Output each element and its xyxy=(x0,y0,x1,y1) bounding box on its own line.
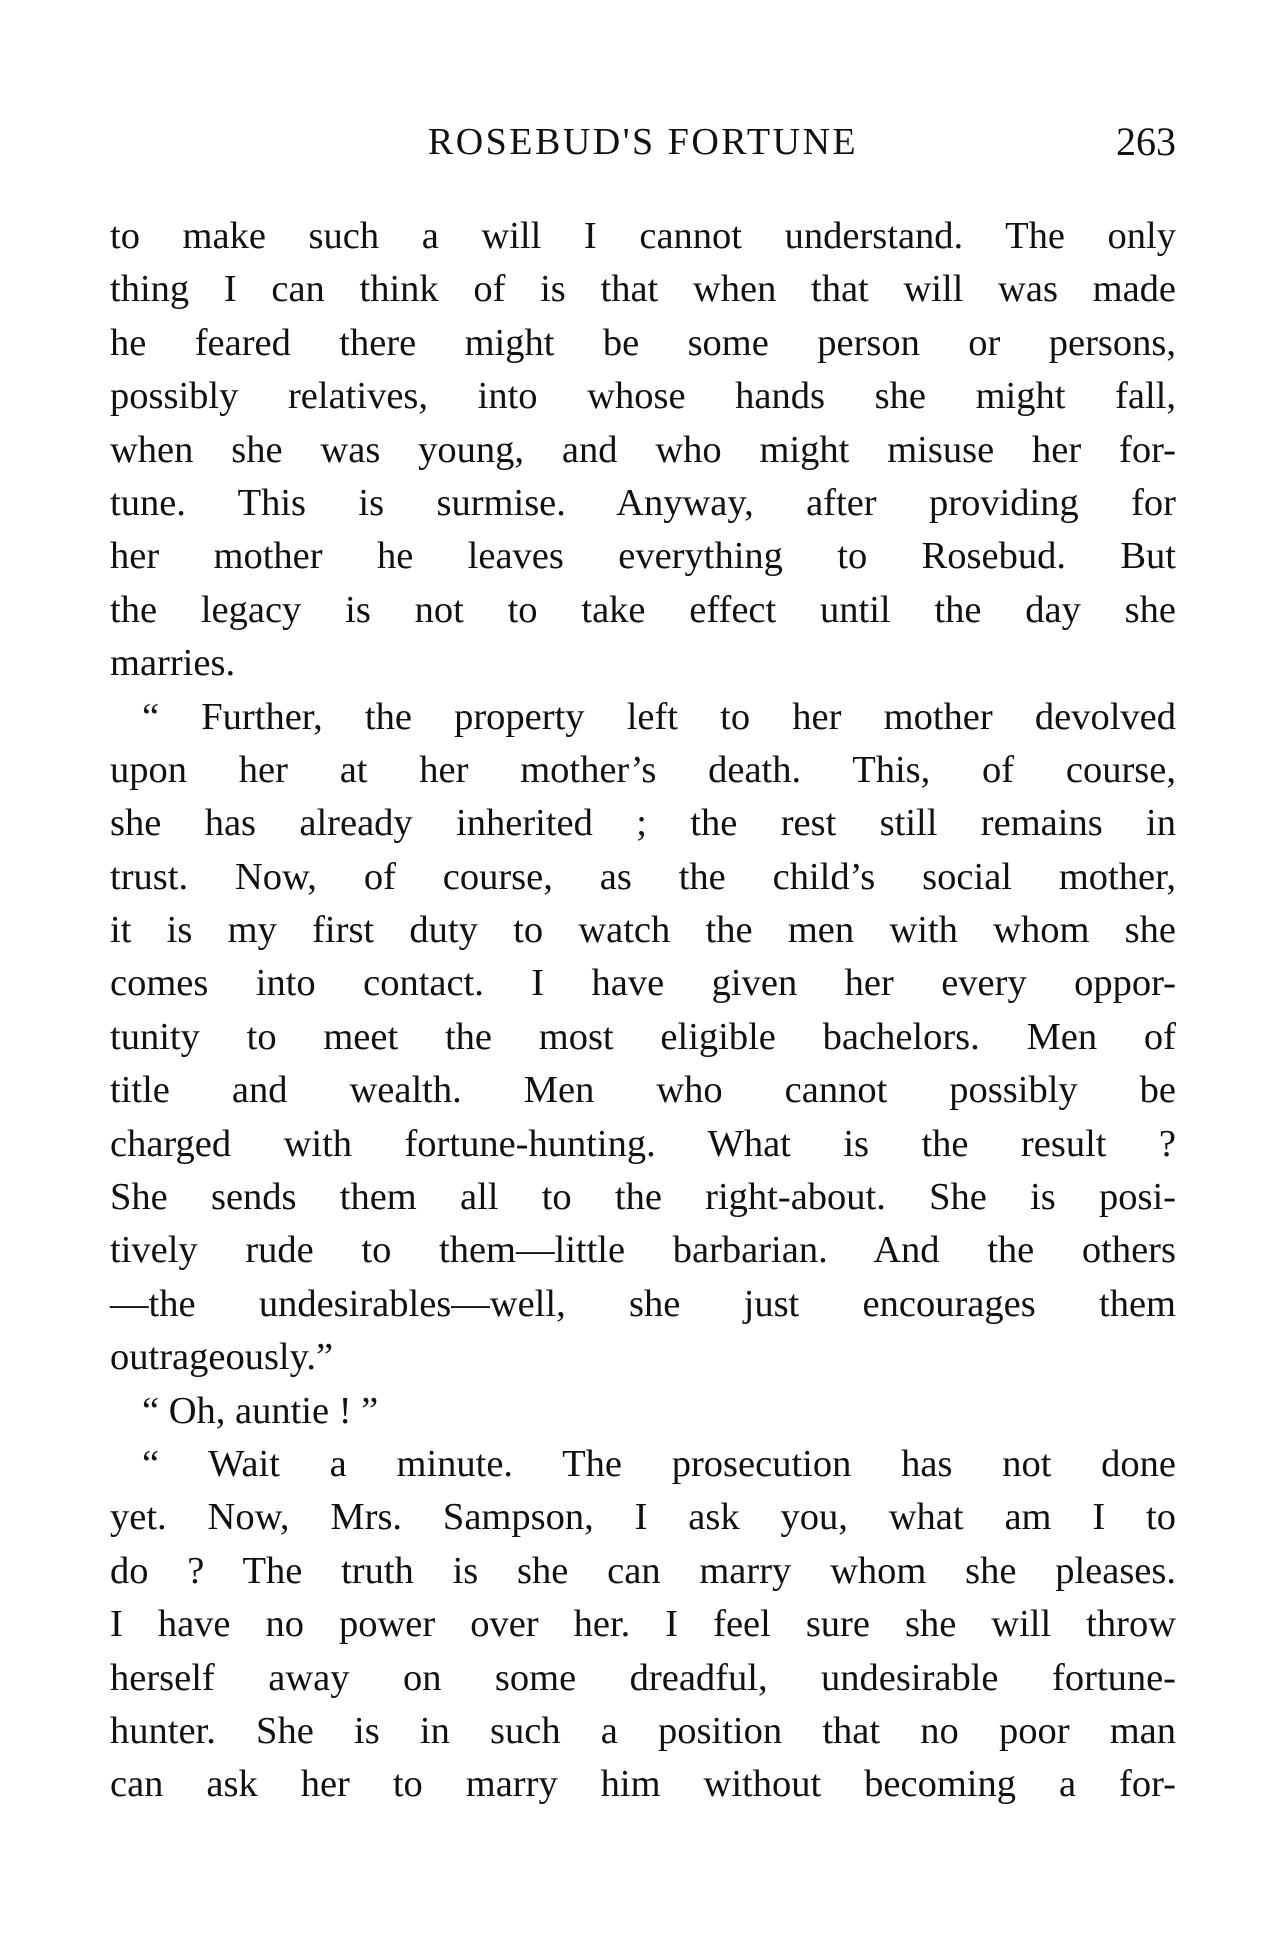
text-line: she has already inherited ; the rest still remains in xyxy=(110,802,1176,845)
text-line: I have no power over her. I feel sure she will throw xyxy=(110,1603,1176,1646)
text-line: —the undesirables—well, she just encourages them xyxy=(110,1282,1176,1325)
text-line: She sends them all to the right-about. She is posi- xyxy=(110,1176,1176,1219)
text-line: yet. Now, Mrs. Sampson, I ask you, what am I to xyxy=(110,1496,1176,1539)
text-line: charged with fortune-hunting. What is the result ? xyxy=(110,1122,1176,1165)
text-line: it is my first duty to watch the men with whom she xyxy=(110,909,1176,952)
text-line: outrageously.” xyxy=(110,1336,334,1379)
text-line: comes into contact. I have given her every oppor- xyxy=(110,962,1176,1005)
text-line: thing I can think of is that when that will was made xyxy=(110,268,1176,311)
text-line: can ask her to marry him without becoming a for- xyxy=(110,1763,1176,1806)
text-line: do ? The truth is she can marry whom she pleases. xyxy=(110,1549,1176,1592)
body-text xyxy=(110,210,1176,1812)
text-line: when she was young, and who might misuse her for- xyxy=(110,428,1176,471)
text-line: “ Oh, auntie ! ” xyxy=(142,1389,379,1432)
text-line: to make such a will I cannot understand. The only xyxy=(110,215,1176,257)
text-line: herself away on some dreadful, undesirable fortune- xyxy=(110,1656,1176,1699)
text-line: tively rude to them—little barbarian. And the others xyxy=(110,1229,1176,1272)
text-line: her mother he leaves everything to Rosebud. But xyxy=(110,535,1176,578)
text-line: upon her at her mother’s death. This, of course, xyxy=(110,748,1176,791)
text-line: trust. Now, of course, as the child’s social mother, xyxy=(110,855,1176,898)
running-title: ROSEBUD'S FORTUNE xyxy=(427,121,859,163)
text-line: title and wealth. Men who cannot possibly be xyxy=(110,1069,1176,1112)
text-line: possibly relatives, into whose hands she might fall, xyxy=(110,375,1176,418)
text-line: tunity to meet the most eligible bachelors. Men of xyxy=(110,1015,1176,1058)
page-number: 263 xyxy=(1116,119,1176,164)
running-head xyxy=(110,112,1176,172)
text-line: hunter. She is in such a position that no poor man xyxy=(110,1709,1176,1752)
text-line: the legacy is not to take effect until the day she xyxy=(110,588,1176,631)
text-line: “ Wait a minute. The prosecution has not done xyxy=(142,1442,1176,1485)
text-line: tune. This is surmise. Anyway, after providing for xyxy=(110,481,1176,524)
text-line: he feared there might be some person or persons, xyxy=(110,321,1176,364)
text-line: “ Further, the property left to her mother devolved xyxy=(142,695,1176,738)
text-line: marries. xyxy=(110,642,236,685)
